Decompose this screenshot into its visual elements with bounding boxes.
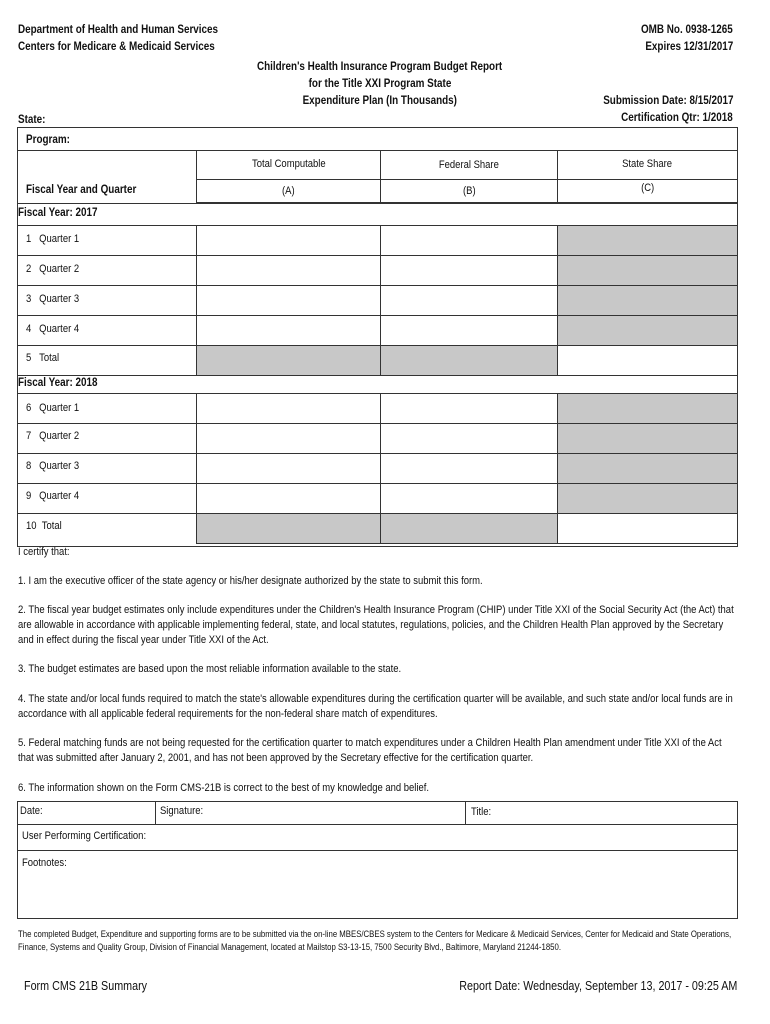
- q4-2017-federal-share-field[interactable]: [380, 315, 558, 346]
- certification-item-6: 6. The information shown on the Form CMS-21B is correct to the best of my knowledge and belief.: [18, 782, 430, 794]
- col-c-code: (C): [557, 179, 738, 203]
- q3-2018-state-share-cell: [557, 453, 738, 484]
- q1-2018-federal-share-field[interactable]: [380, 393, 558, 424]
- report-date: Report Date: Wednesday, September 13, 2017 - 09:25 AM: [458, 979, 737, 993]
- certification-item-1: 1. I am the executive officer of the state agency or his/her designate authorized by the state to submit this form.: [18, 575, 483, 587]
- footnotes-field[interactable]: Footnotes:: [22, 857, 67, 869]
- q1-2018-state-share-cell: [557, 393, 738, 424]
- state-label: State:: [18, 114, 46, 126]
- q3-2017-total-computable-field[interactable]: [196, 285, 381, 316]
- q1-2017-total-computable-field[interactable]: [196, 225, 381, 256]
- program-label: Program:: [26, 134, 70, 146]
- certification-item-5: 5. Federal matching funds are not being requested for the certification quarter to match expenditures under a Children Health Plan amendment under Title XXI of the Act that was submitted after January 2, 2001, and has not been approved by the Secretary effective for the certification quarter.: [18, 737, 722, 764]
- q2-2017-total-computable-field[interactable]: [196, 255, 381, 286]
- q3-2018-total-computable-field[interactable]: [196, 453, 381, 484]
- fiscal-year-quarter-label: Fiscal Year and Quarter: [26, 184, 137, 196]
- user-performing-certification-field[interactable]: User Performing Certification:: [22, 830, 147, 842]
- q2-2018-total-computable-field[interactable]: [196, 423, 381, 454]
- department-name: Department of Health and Human Services: [18, 24, 219, 36]
- signature-field[interactable]: Signature:: [160, 805, 204, 817]
- agency-name: Centers for Medicare & Medicaid Services: [18, 41, 215, 53]
- fiscal-year-2017-label: Fiscal Year: 2017: [18, 207, 98, 219]
- form-name: Form CMS 21B Summary: [24, 979, 148, 993]
- submission-date: Submission Date: 8/15/2017: [602, 95, 733, 107]
- date-field[interactable]: Date:: [20, 805, 43, 817]
- q3-2017-state-share-cell: [557, 285, 738, 316]
- q4-2017-state-share-cell: [557, 315, 738, 346]
- col-a-header: Total Computable: [196, 150, 381, 180]
- total-2017-total-computable-cell: [196, 345, 381, 376]
- q4-2018-state-share-cell: [557, 483, 738, 514]
- q2-2018-federal-share-field[interactable]: [380, 423, 558, 454]
- title-field[interactable]: Title:: [471, 806, 492, 818]
- certification-quarter: Certification Qtr: 1/2018: [621, 112, 733, 124]
- q1-2017-state-share-cell: [557, 225, 738, 256]
- q2-2017-federal-share-field[interactable]: [380, 255, 558, 286]
- col-b-header: Federal Share: [380, 150, 558, 180]
- certify-intro: I certify that:: [18, 546, 70, 558]
- form-title-line1: Children's Health Insurance Program Budget Report: [257, 61, 503, 73]
- submission-note: The completed Budget, Expenditure and supporting forms are to be submitted via the on-line MBES/CBES system to the Centers for Medicare & Medicaid Services, Center for Medicaid and State Operations, Finance, Systems and Quality Group, Division of Financial Management, located at Mailstop S3-13-15, 7500 Security Blvd., Baltimore, Maryland 21244-1850.: [18, 929, 732, 953]
- q3-2017-federal-share-field[interactable]: [380, 285, 558, 316]
- total-2018-federal-share-cell: [380, 513, 558, 544]
- q2-2017-state-share-cell: [557, 255, 738, 286]
- col-c-header: State Share: [557, 150, 738, 180]
- q4-2017-total-computable-field[interactable]: [196, 315, 381, 346]
- total-2018-total-computable-cell: [196, 513, 381, 544]
- col-b-code: (B): [380, 179, 558, 203]
- q1-2017-federal-share-field[interactable]: [380, 225, 558, 256]
- form-title-line3: Expenditure Plan (In Thousands): [302, 95, 458, 107]
- omb-number: OMB No. 0938-1265: [641, 24, 733, 36]
- form-title-line2: for the Title XXI Program State: [308, 78, 452, 90]
- total-2017-state-share-cell: [557, 345, 738, 376]
- expiration-date: Expires 12/31/2017: [645, 41, 733, 53]
- fiscal-year-2018-label: Fiscal Year: 2018: [18, 377, 98, 389]
- total-2018-state-share-cell: [557, 513, 738, 544]
- q4-2018-total-computable-field[interactable]: [196, 483, 381, 514]
- q4-2018-federal-share-field[interactable]: [380, 483, 558, 514]
- certification-item-2: 2. The fiscal year budget estimates only include expenditures under the Children's Health Insurance Program (CHIP) under Title XXI of the Social Security Act (the Act) that are allowable in accordance with applicable implementing federal, state, and local statutes, regulations, policies, and the Children Health Plan approved by the Secretary and in effect during the fiscal year under Title XXI of the Act.: [18, 604, 734, 646]
- q1-2018-total-computable-field[interactable]: [196, 393, 381, 424]
- total-2017-federal-share-cell: [380, 345, 558, 376]
- certification-item-4: 4. The state and/or local funds required to match the state's allowable expenditures during the certification quarter will be available, and such state and/or local funds are in accordance with all applicable federal requirements for the non-federal share match of expenditures.: [18, 693, 733, 720]
- certification-item-3: 3. The budget estimates are based upon the most reliable information available to the state.: [18, 663, 402, 675]
- q2-2018-state-share-cell: [557, 423, 738, 454]
- col-a-code: (A): [196, 179, 381, 203]
- q3-2018-federal-share-field[interactable]: [380, 453, 558, 484]
